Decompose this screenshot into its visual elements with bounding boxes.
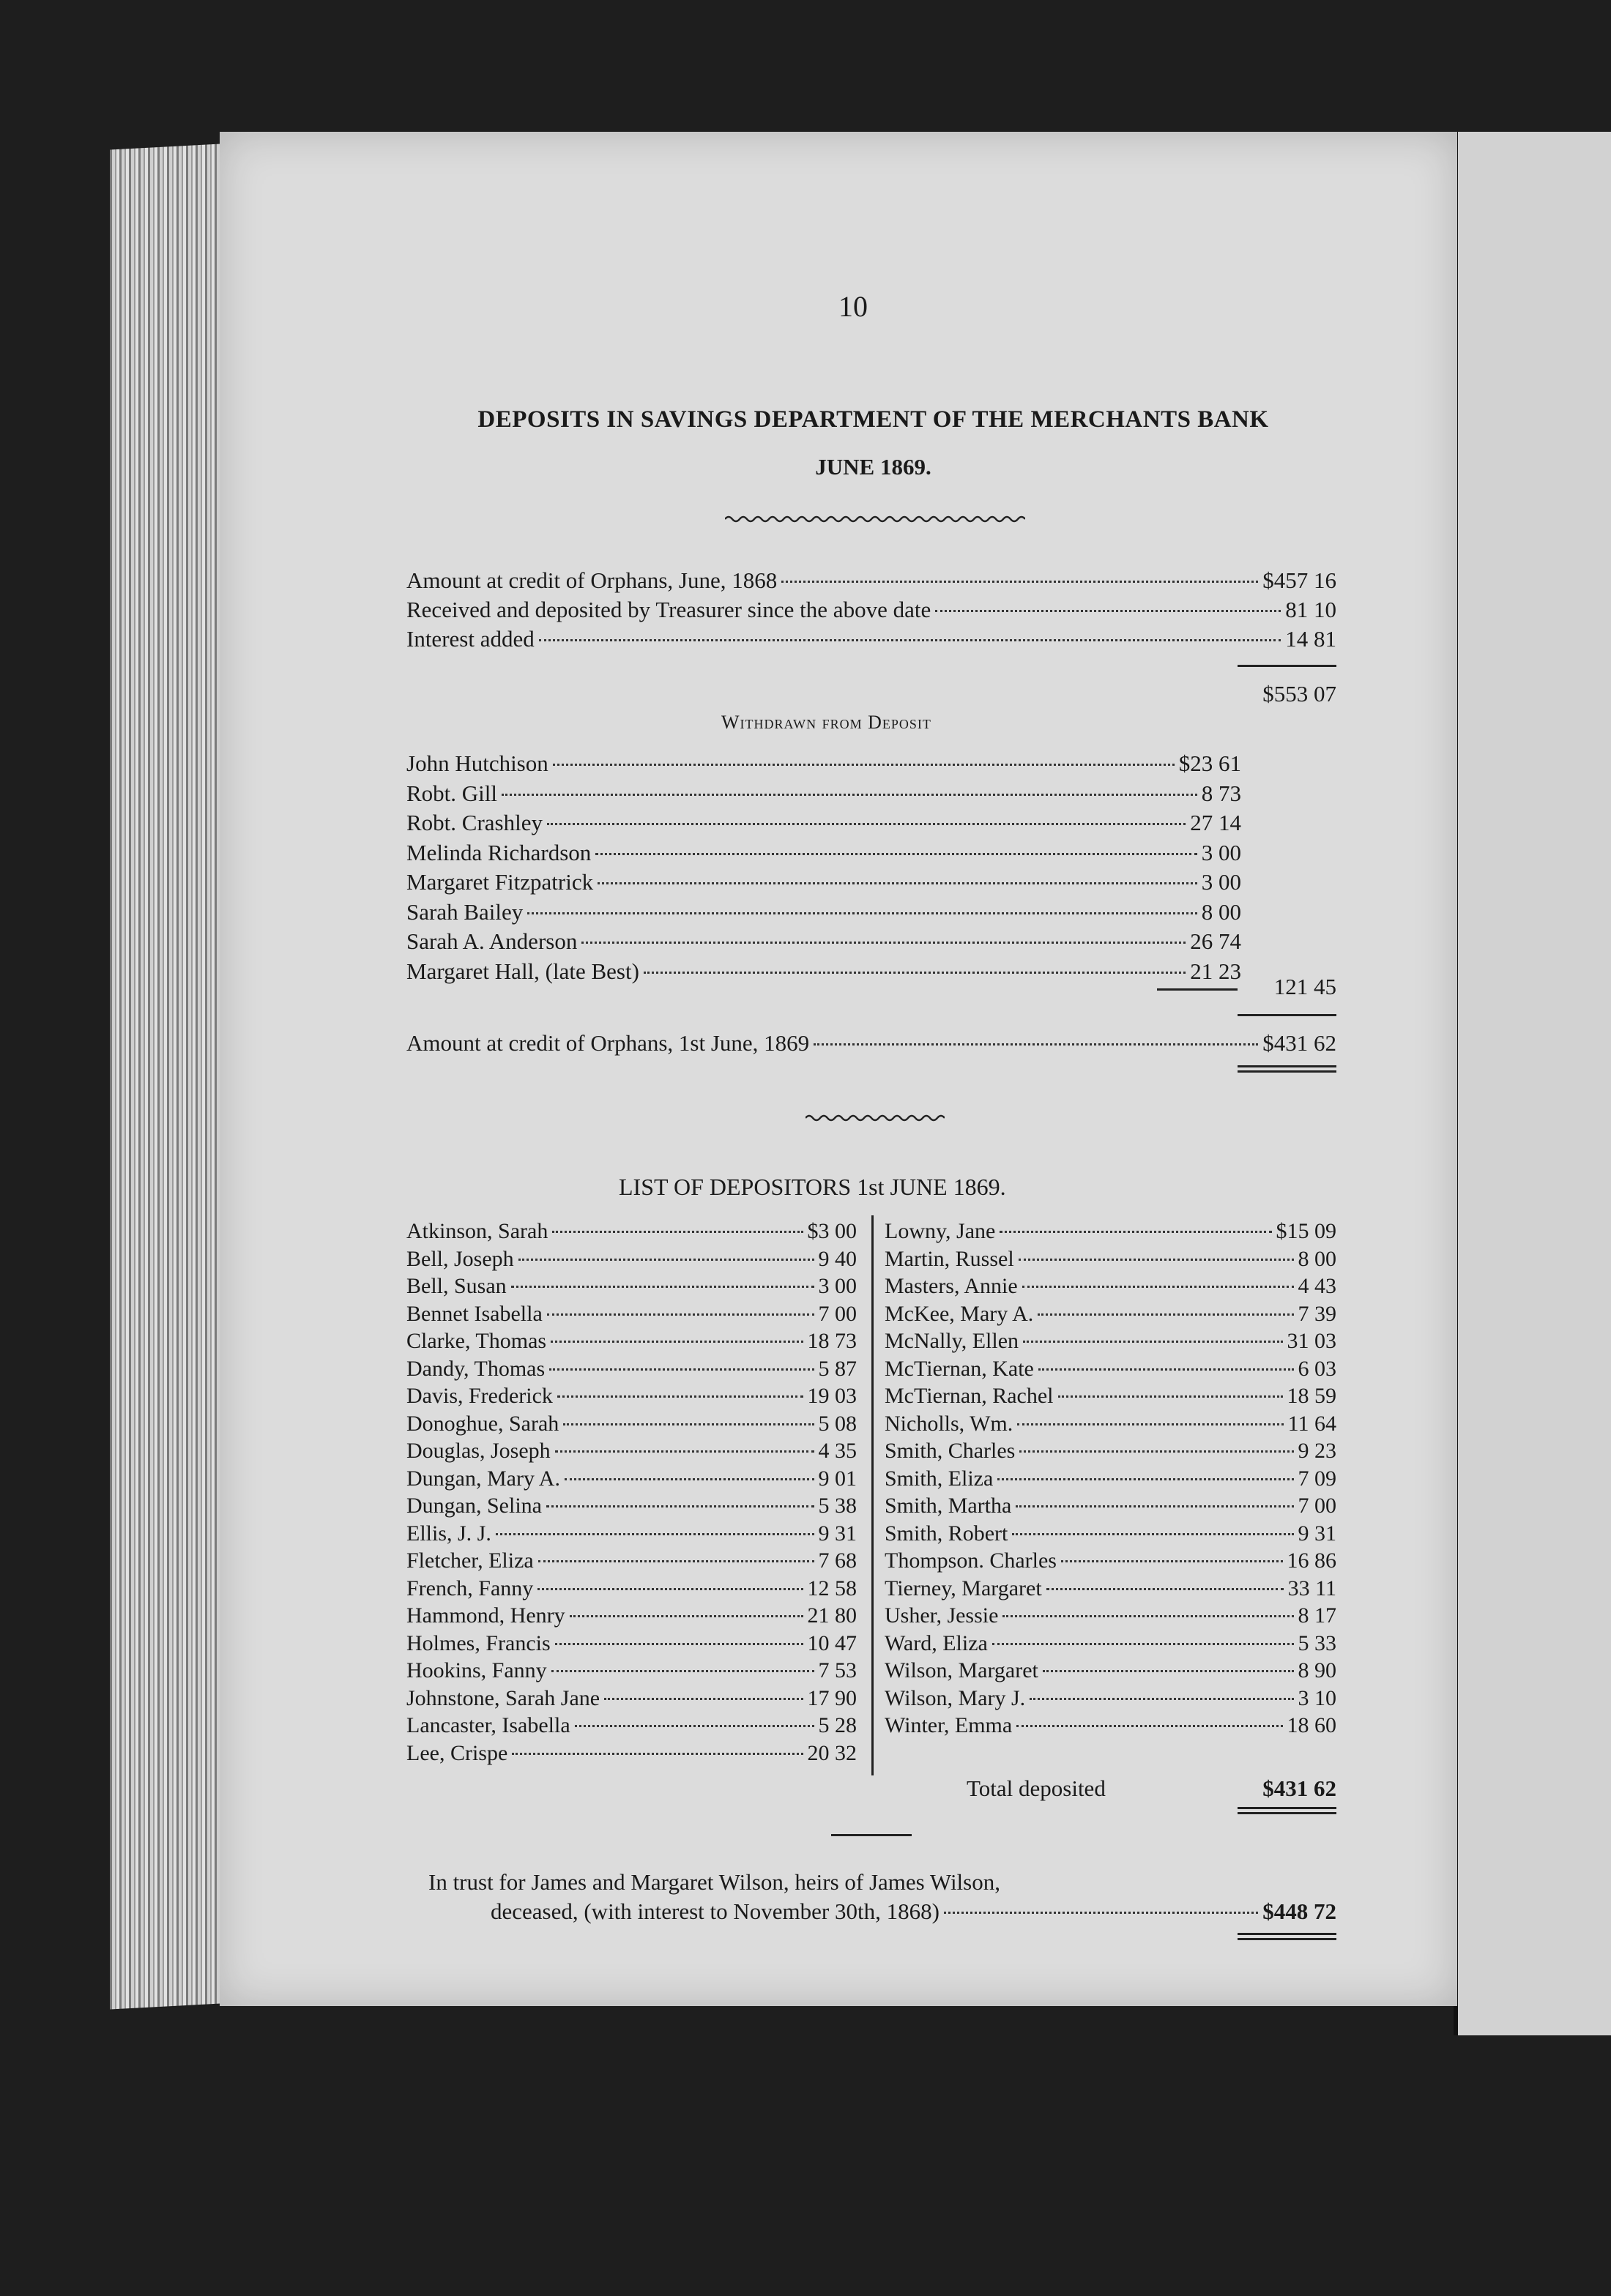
- item-name: Robt. Gill: [406, 780, 498, 806]
- list-item: [885, 1548, 1336, 1575]
- item-amount: 7 00: [818, 1301, 857, 1326]
- leader-dots: [1046, 1588, 1284, 1590]
- leader-dots: [570, 1615, 803, 1617]
- item-amount: 10 47: [807, 1630, 857, 1655]
- page-title: DEPOSITS IN SAVINGS DEPARTMENT OF THE MERCHANTS BANK: [477, 406, 1269, 433]
- wavy-divider: [806, 1113, 945, 1123]
- item-name: Sarah A. Anderson: [406, 928, 578, 954]
- item-amount: 21 23: [1190, 958, 1241, 984]
- summary-amount: 81 10: [1285, 597, 1336, 622]
- list-item: [406, 869, 1241, 897]
- list-item: [885, 1219, 1336, 1245]
- item-amount: 21 80: [807, 1603, 857, 1628]
- page-number: 10: [838, 290, 868, 323]
- item-name: McTiernan, Rachel: [885, 1384, 1054, 1408]
- list-item: [406, 1439, 857, 1465]
- item-amount: $15 09: [1276, 1219, 1336, 1243]
- leader-dots: [538, 1560, 814, 1562]
- list-item: [406, 810, 1241, 838]
- leader-dots: [1016, 1725, 1282, 1727]
- item-amount: 3 00: [1201, 869, 1241, 895]
- leader-dots: [1058, 1395, 1283, 1398]
- item-name: Lancaster, Isabella: [406, 1713, 570, 1737]
- item-name: Dungan, Mary A.: [406, 1466, 560, 1491]
- leader-dots: [549, 1368, 814, 1371]
- item-name: Lowny, Jane: [885, 1219, 996, 1243]
- leader-dots: [781, 581, 1258, 583]
- leader-dots: [563, 1423, 814, 1425]
- leader-dots: [527, 912, 1197, 914]
- item-amount: 5 08: [818, 1411, 857, 1436]
- list-item: [885, 1631, 1336, 1658]
- list-item: [885, 1302, 1336, 1328]
- item-amount: 3 00: [1201, 839, 1241, 865]
- list-item: [885, 1521, 1336, 1548]
- summary-amount: 14 81: [1285, 626, 1336, 652]
- list-heading: [619, 1174, 1006, 1201]
- list-item: [885, 1412, 1336, 1438]
- item-amount: 3 10: [1298, 1685, 1336, 1710]
- item-name: Winter, Emma: [885, 1713, 1013, 1737]
- list-item: [406, 1548, 857, 1575]
- trust-amount: $448 72: [1262, 1898, 1336, 1924]
- item-name: Margaret Fitzpatrick: [406, 869, 594, 895]
- list-item: [885, 1494, 1336, 1520]
- leader-dots: [604, 1698, 803, 1700]
- item-name: Margaret Hall, (late Best): [406, 958, 639, 984]
- item-name: Holmes, Francis: [406, 1630, 551, 1655]
- item-amount: 31 03: [1287, 1329, 1336, 1353]
- list-item: [885, 1686, 1336, 1712]
- item-amount: 8 17: [1298, 1603, 1336, 1628]
- list-item: [885, 1576, 1336, 1603]
- leader-dots: [1019, 1259, 1294, 1261]
- leader-dots: [1002, 1615, 1293, 1617]
- summary-label: Received and deposited by Treasurer since the above date: [406, 597, 931, 622]
- item-name: Thompson. Charles: [885, 1548, 1057, 1573]
- trust-line-1: In trust for James and Margaret Wilson, heirs of James Wilson,: [428, 1869, 1000, 1895]
- item-amount: 4 35: [818, 1439, 857, 1463]
- item-amount: 16 86: [1287, 1548, 1336, 1573]
- leader-dots: [935, 610, 1281, 612]
- leader-dots: [557, 1395, 803, 1398]
- leader-dots: [555, 1643, 803, 1645]
- leader-dots: [595, 853, 1197, 855]
- summary-row: [406, 597, 1336, 625]
- page-subtitle: JUNE 1869.: [815, 454, 931, 480]
- balance-amount: $431 62: [1262, 1030, 1336, 1056]
- list-item: [406, 1686, 857, 1712]
- item-name: Smith, Martha: [885, 1494, 1012, 1518]
- list-item: [406, 899, 1241, 927]
- item-amount: 12 58: [807, 1576, 857, 1600]
- leader-dots: [553, 764, 1175, 766]
- list-item: [885, 1603, 1336, 1630]
- leader-dots: [992, 1643, 1294, 1645]
- leader-dots: [1000, 1231, 1271, 1233]
- item-amount: 7 68: [818, 1548, 857, 1573]
- list-item: [406, 1357, 857, 1383]
- item-name: McNally, Ellen: [885, 1329, 1019, 1353]
- list-item: [406, 1521, 857, 1548]
- leader-dots: [1017, 1423, 1283, 1425]
- item-name: Martin, Russel: [885, 1246, 1014, 1271]
- leader-dots: [581, 942, 1186, 944]
- list-item: [406, 1576, 857, 1603]
- list-item: [406, 1658, 857, 1685]
- leader-dots: [539, 639, 1281, 641]
- list-item: [885, 1439, 1336, 1465]
- leader-dots: [546, 1505, 814, 1507]
- item-name: Lee, Crispe: [406, 1740, 508, 1765]
- item-amount: 9 23: [1298, 1439, 1336, 1463]
- item-amount: 8 73: [1201, 780, 1241, 806]
- trust-line-2: deceased, (with interest to November 30th, 1868): [491, 1898, 940, 1924]
- summary-row: [406, 567, 1336, 595]
- item-name: Ellis, J. J.: [406, 1521, 491, 1546]
- list-item: [406, 1412, 857, 1438]
- item-amount: $3 00: [807, 1219, 857, 1243]
- withdrawn-heading: Withdrawn from Deposit: [721, 712, 931, 733]
- item-amount: $23 61: [1178, 750, 1241, 776]
- list-item: [406, 750, 1241, 778]
- list-item: [406, 1466, 857, 1493]
- list-item: [406, 1741, 857, 1767]
- item-amount: 19 03: [807, 1384, 857, 1408]
- item-amount: 17 90: [807, 1685, 857, 1710]
- list-item: [406, 1247, 857, 1273]
- total-deposited-amount: $431 62: [1262, 1775, 1336, 1801]
- leader-dots: [555, 1450, 814, 1453]
- item-amount: 5 28: [818, 1713, 857, 1737]
- item-amount: 5 38: [818, 1494, 857, 1518]
- item-name: McTiernan, Kate: [885, 1356, 1034, 1381]
- item-name: Smith, Charles: [885, 1439, 1016, 1463]
- leader-dots: [537, 1588, 803, 1590]
- item-name: Wilson, Margaret: [885, 1658, 1038, 1682]
- leader-dots: [511, 1286, 814, 1288]
- list-item: [885, 1274, 1336, 1300]
- withdrawals-total: 121 45: [1273, 974, 1336, 999]
- column-separator: [871, 1215, 874, 1775]
- leader-dots: [1038, 1313, 1293, 1316]
- item-name: Wilson, Mary J.: [885, 1685, 1026, 1710]
- leader-dots: [1016, 1505, 1293, 1507]
- trust-row: [491, 1898, 1336, 1926]
- item-name: French, Fanny: [406, 1576, 534, 1600]
- summary-label: Amount at credit of Orphans, June, 1868: [406, 567, 778, 593]
- list-heading-text: LIST OF DEPOSITORS: [619, 1174, 852, 1200]
- item-name: Bell, Joseph: [406, 1246, 514, 1271]
- item-amount: 5 33: [1298, 1630, 1336, 1655]
- leader-dots: [518, 1259, 814, 1261]
- item-name: Smith, Robert: [885, 1521, 1008, 1546]
- leader-dots: [551, 1670, 814, 1672]
- leader-dots: [997, 1478, 1293, 1480]
- item-amount: 3 00: [818, 1274, 857, 1298]
- list-item: [406, 1219, 857, 1245]
- leader-dots: [1038, 1368, 1294, 1371]
- leader-dots: [598, 882, 1197, 884]
- item-name: Melinda Richardson: [406, 839, 592, 865]
- leader-dots: [1030, 1698, 1293, 1700]
- list-item: [406, 958, 1241, 986]
- item-name: Fletcher, Eliza: [406, 1548, 534, 1573]
- list-item: [885, 1357, 1336, 1383]
- leader-dots: [1019, 1450, 1293, 1453]
- list-item: [406, 1329, 857, 1355]
- item-name: Ward, Eliza: [885, 1630, 988, 1655]
- item-amount: 7 53: [818, 1658, 857, 1682]
- list-item: [406, 1631, 857, 1658]
- item-amount: 8 90: [1298, 1658, 1336, 1682]
- item-amount: 18 73: [807, 1329, 857, 1353]
- item-name: Johnstone, Sarah Jane: [406, 1685, 600, 1710]
- item-amount: 18 60: [1287, 1713, 1336, 1737]
- list-item: [885, 1329, 1336, 1355]
- list-heading-date: 1st JUNE 1869.: [857, 1174, 1006, 1200]
- leader-dots: [1043, 1670, 1294, 1672]
- list-item: [406, 1603, 857, 1630]
- sum-rule: [1238, 665, 1336, 667]
- item-amount: 9 40: [818, 1246, 857, 1271]
- item-name: Tierney, Margaret: [885, 1576, 1042, 1600]
- item-name: Atkinson, Sarah: [406, 1219, 548, 1243]
- leader-dots: [552, 1231, 803, 1233]
- list-item: [406, 1713, 857, 1740]
- leader-dots: [1023, 1341, 1282, 1343]
- item-name: Usher, Jessie: [885, 1603, 999, 1628]
- summary-amount: $457 16: [1262, 567, 1336, 593]
- list-item: [406, 928, 1241, 956]
- item-name: Davis, Frederick: [406, 1384, 553, 1408]
- leader-dots: [814, 1043, 1258, 1046]
- balance-label: Amount at credit of Orphans, 1st June, 1869: [406, 1030, 810, 1056]
- balance-rule: [1238, 1014, 1336, 1016]
- item-name: Nicholls, Wm.: [885, 1411, 1013, 1436]
- list-item: [406, 1274, 857, 1300]
- item-name: Masters, Annie: [885, 1274, 1018, 1298]
- leader-dots: [547, 823, 1186, 825]
- item-name: Clarke, Thomas: [406, 1329, 547, 1353]
- item-amount: 9 01: [818, 1466, 857, 1491]
- leader-dots: [1012, 1533, 1293, 1535]
- item-name: Douglas, Joseph: [406, 1439, 551, 1463]
- short-divider: [831, 1834, 912, 1836]
- list-item: [885, 1466, 1336, 1493]
- leader-dots: [944, 1912, 1258, 1914]
- leader-dots: [512, 1753, 803, 1755]
- item-amount: 26 74: [1190, 928, 1241, 954]
- withdrawals-rule: [1157, 988, 1238, 991]
- item-amount: 8 00: [1201, 898, 1241, 925]
- item-name: Dandy, Thomas: [406, 1356, 546, 1381]
- list-item: [885, 1658, 1336, 1685]
- list-item: [885, 1247, 1336, 1273]
- list-item: [406, 840, 1241, 868]
- item-amount: 11 64: [1287, 1411, 1336, 1436]
- item-name: Bell, Susan: [406, 1274, 507, 1298]
- summary-label: Interest added: [406, 626, 535, 652]
- list-item: [885, 1713, 1336, 1740]
- leader-dots: [1061, 1560, 1283, 1562]
- leader-dots: [565, 1478, 814, 1480]
- item-name: Donoghue, Sarah: [406, 1411, 559, 1436]
- item-amount: 9 31: [1298, 1521, 1336, 1546]
- item-name: John Hutchison: [406, 750, 548, 776]
- item-amount: 27 14: [1190, 810, 1241, 835]
- item-name: Sarah Bailey: [406, 898, 524, 925]
- leader-dots: [547, 1313, 814, 1316]
- item-name: Hookins, Fanny: [406, 1658, 547, 1682]
- list-item: [406, 780, 1241, 808]
- leader-dots: [644, 972, 1186, 974]
- item-amount: 7 39: [1298, 1301, 1336, 1326]
- item-name: Dungan, Selina: [406, 1494, 542, 1518]
- trust-double-rule: [1238, 1933, 1336, 1940]
- list-item: [406, 1302, 857, 1328]
- balance-double-rule: [1238, 1065, 1336, 1073]
- item-amount: 33 11: [1287, 1576, 1336, 1600]
- list-item: [406, 1384, 857, 1410]
- leader-dots: [575, 1725, 814, 1727]
- item-amount: 5 87: [818, 1356, 857, 1381]
- item-amount: 7 00: [1298, 1494, 1336, 1518]
- item-name: Robt. Crashley: [406, 810, 543, 835]
- total-deposited-label: Total deposited: [967, 1775, 1106, 1801]
- item-amount: 4 43: [1298, 1274, 1336, 1298]
- balance-row: [406, 1030, 1336, 1058]
- item-amount: 18 59: [1287, 1384, 1336, 1408]
- summary-row: [406, 626, 1336, 654]
- leader-dots: [502, 794, 1197, 796]
- item-amount: 7 09: [1298, 1466, 1336, 1491]
- item-name: Smith, Eliza: [885, 1466, 994, 1491]
- wavy-divider: [725, 514, 1025, 524]
- leader-dots: [496, 1533, 814, 1535]
- item-name: Bennet Isabella: [406, 1301, 543, 1326]
- leader-dots: [551, 1341, 803, 1343]
- item-amount: 20 32: [807, 1740, 857, 1765]
- total-double-rule: [1238, 1807, 1336, 1814]
- list-item: [406, 1494, 857, 1520]
- summary-total: $553 07: [1262, 681, 1336, 707]
- leader-dots: [1022, 1286, 1294, 1288]
- item-name: Hammond, Henry: [406, 1603, 565, 1628]
- list-item: [885, 1384, 1336, 1410]
- item-amount: 8 00: [1298, 1246, 1336, 1271]
- item-amount: 9 31: [818, 1521, 857, 1546]
- item-amount: 6 03: [1298, 1356, 1336, 1381]
- item-name: McKee, Mary A.: [885, 1301, 1034, 1326]
